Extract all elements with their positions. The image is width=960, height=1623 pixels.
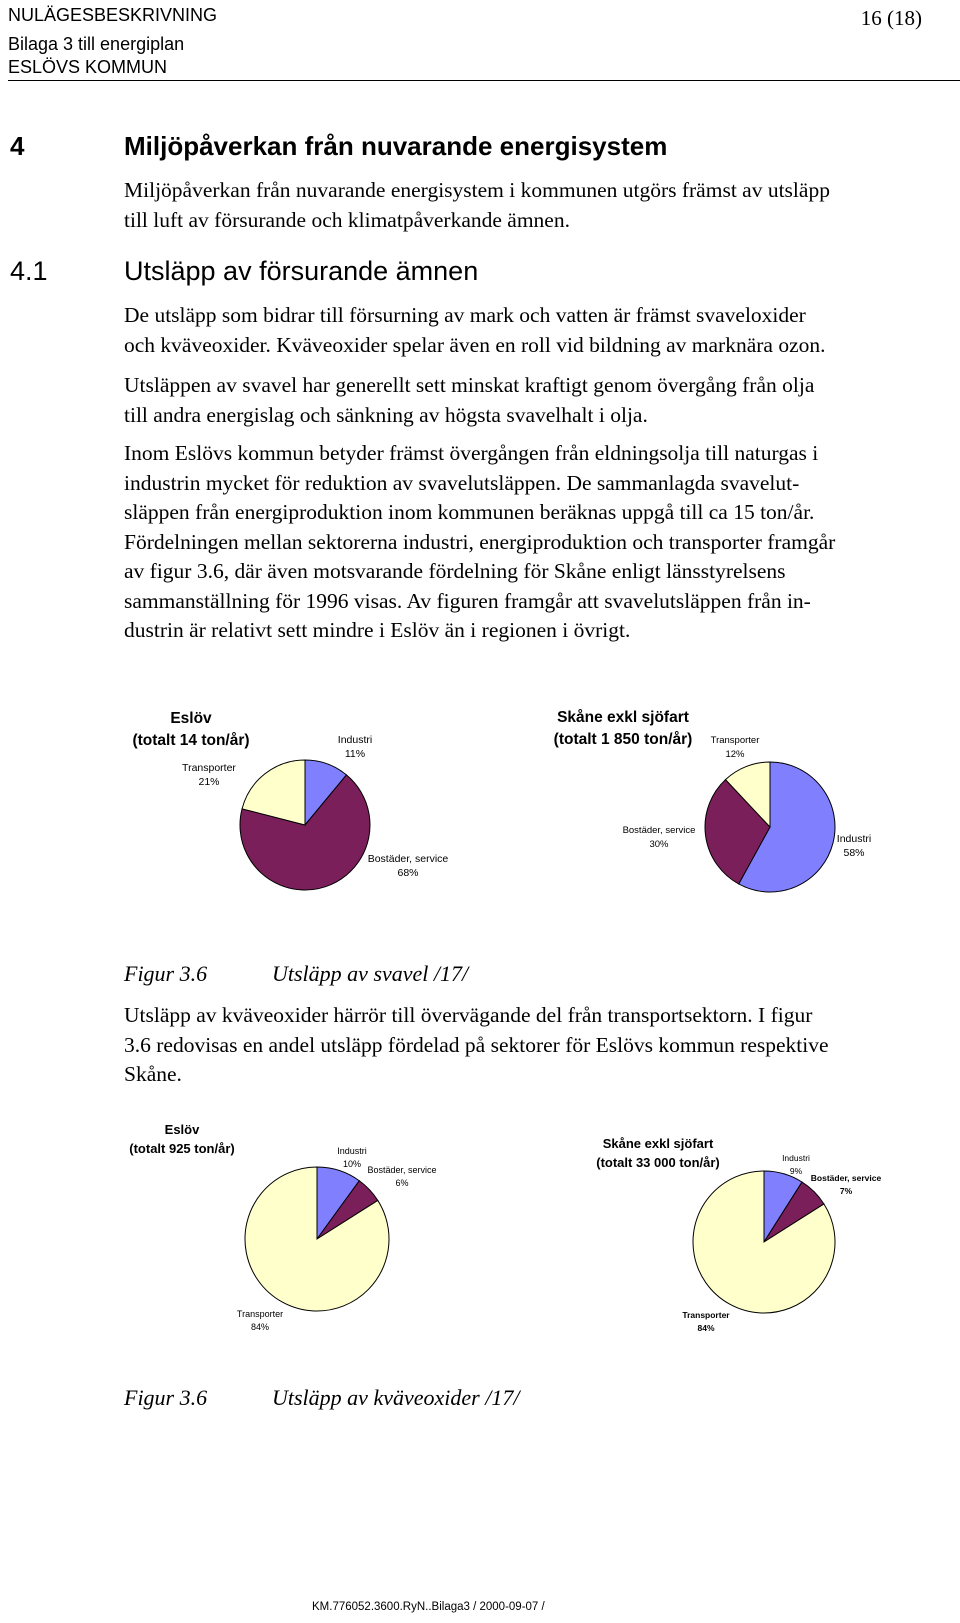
text-line: Inom Eslövs kommun betyder främst övergången från eldningsolja till naturgas i <box>124 441 819 465</box>
text-line: industrin mycket för reduktion av svavelutsläppen. De sammanlagda svavelut- <box>124 470 800 495</box>
slice-percent: 58% <box>843 847 865 859</box>
chart3-title-line: (totalt 925 ton/år) <box>129 1141 235 1156</box>
chart3-title-line: Eslöv <box>164 1122 200 1137</box>
slice-name: Bostäder, service <box>622 825 696 836</box>
document-reference: KM.776052.3600.RyN..Bilaga3 / 2000-09-07 / <box>312 1601 545 1613</box>
chart4-label-transporter <box>676 1309 736 1335</box>
slice-percent: 84% <box>697 1323 715 1333</box>
slice-name: Bostäder, service <box>367 853 449 865</box>
text-line: De utsläpp som bidrar till försurning av mark och vatten är främst svaveloxider <box>124 303 806 327</box>
text-line: till andra energislag och sänkning av högsta svavelhalt i olja. <box>124 402 648 427</box>
text-line: till luft av försurande och klimatpåverkande ämnen. <box>124 207 570 232</box>
slice-percent: 30% <box>649 839 669 850</box>
slice-name: Industri <box>836 833 872 845</box>
text-line: sammanställning för 1996 visas. Av figuren framgår att svavelutsläppen från in- <box>124 588 811 613</box>
page-number: 16 (18) <box>860 6 922 30</box>
slice-name: Transporter <box>682 1310 730 1320</box>
chart2-title-line: (totalt 1 850 ton/år) <box>553 731 693 748</box>
slice-name: Industri <box>337 734 373 746</box>
figure1-label: Figur 3.6 <box>124 961 208 986</box>
header-divider <box>8 80 960 81</box>
pie-chart-svavel-skane <box>695 752 845 902</box>
chart2-label-bostader <box>612 824 706 852</box>
text-line: Utsläppen av svavel har generellt sett minskat kraftigt genom övergång från olja <box>124 373 815 397</box>
chart2-title-line: Skåne exkl sjöfart <box>557 709 689 726</box>
chart1-label-transporter <box>165 761 253 789</box>
slice-name: Bostäder, service <box>810 1173 882 1183</box>
paragraph-4 <box>124 1001 914 1090</box>
chart4-label-bostader <box>808 1172 884 1198</box>
chart3-label-bostader <box>360 1164 444 1190</box>
slice-percent: 68% <box>397 867 419 879</box>
subsection-number: 4.1 <box>10 256 48 286</box>
slice-name: Bostäder, service <box>367 1165 437 1175</box>
chart1-label-industri <box>318 733 392 761</box>
slice-percent: 84% <box>250 1322 269 1332</box>
slice-percent: 21% <box>198 776 220 788</box>
text-line: släppen från energiproduktion inom kommunen beräknas uppgå till ca 15 ton/år. <box>124 500 815 524</box>
text-line: och kväveoxider. Kväveoxider spelar även en roll vid bildning av marknära ozon. <box>124 332 826 357</box>
paragraph-3 <box>124 439 914 646</box>
header-doc-type: NULÄGESBESKRIVNING <box>8 5 218 25</box>
chart2-label-transporter <box>700 734 770 762</box>
slice-percent: 11% <box>344 748 366 760</box>
section-title: Miljöpåverkan från nuvarande energisystem <box>124 131 668 161</box>
chart3-label-transporter <box>228 1308 292 1334</box>
chart1-title-line: (totalt 14 ton/år) <box>132 732 250 749</box>
slice-percent: 9% <box>789 1166 803 1176</box>
slice-name: Transporter <box>182 762 236 774</box>
slice-percent: 12% <box>725 749 745 760</box>
slice-name: Industri <box>782 1153 810 1163</box>
text-line: 3.6 redovisas en andel utsläpp fördelad på sektorer för Eslövs kommun respektive <box>124 1032 829 1057</box>
chart4-title-line: Skåne exkl sjöfart <box>602 1136 714 1151</box>
figure1-caption: Utsläpp av svavel /17/ <box>272 961 469 986</box>
slice-name: Industri <box>337 1146 367 1156</box>
figure2-caption: Utsläpp av kväveoxider /17/ <box>272 1385 520 1410</box>
text-line: Miljöpåverkan från nuvarande energisystem i kommunen utgörs främst av utsläpp <box>124 178 830 202</box>
text-line: dustrin är relativt sett mindre i Eslöv än i regionen i övrigt. <box>124 618 631 642</box>
slice-percent: 6% <box>395 1178 409 1188</box>
chart1-label-bostader <box>352 852 464 880</box>
slice-name: Transporter <box>236 1309 284 1319</box>
slice-percent: 10% <box>342 1159 361 1169</box>
section-intro <box>124 176 914 235</box>
chart2-label-industri <box>826 832 882 860</box>
paragraph-1 <box>124 301 914 360</box>
text-line: av figur 3.6, där även motsvarande fördelning för Skåne enligt länsstyrelsens <box>124 559 786 583</box>
header-appendix: Bilaga 3 till energiplan <box>8 34 185 54</box>
chart1-title-line: Eslöv <box>170 710 212 727</box>
chart3-title <box>110 1120 254 1158</box>
chart4-title-line: (totalt 33 000 ton/år) <box>596 1155 720 1170</box>
paragraph-2 <box>124 371 914 430</box>
text-line: Skåne. <box>124 1062 182 1086</box>
chart1-title <box>116 708 266 752</box>
figure2-label: Figur 3.6 <box>124 1385 208 1410</box>
text-line: Utsläpp av kväveoxider härrör till övervägande del från transportsektorn. I figur <box>124 1003 813 1027</box>
header-municipality: ESLÖVS KOMMUN <box>8 57 168 77</box>
subsection-title: Utsläpp av försurande ämnen <box>124 256 479 286</box>
slice-percent: 7% <box>839 1186 853 1196</box>
section-number: 4 <box>10 131 25 161</box>
chart2-title <box>538 707 708 751</box>
slice-name: Transporter <box>710 735 760 746</box>
text-line: Fördelningen mellan sektorerna industri, energiproduktion och transporter framgår <box>124 529 836 554</box>
